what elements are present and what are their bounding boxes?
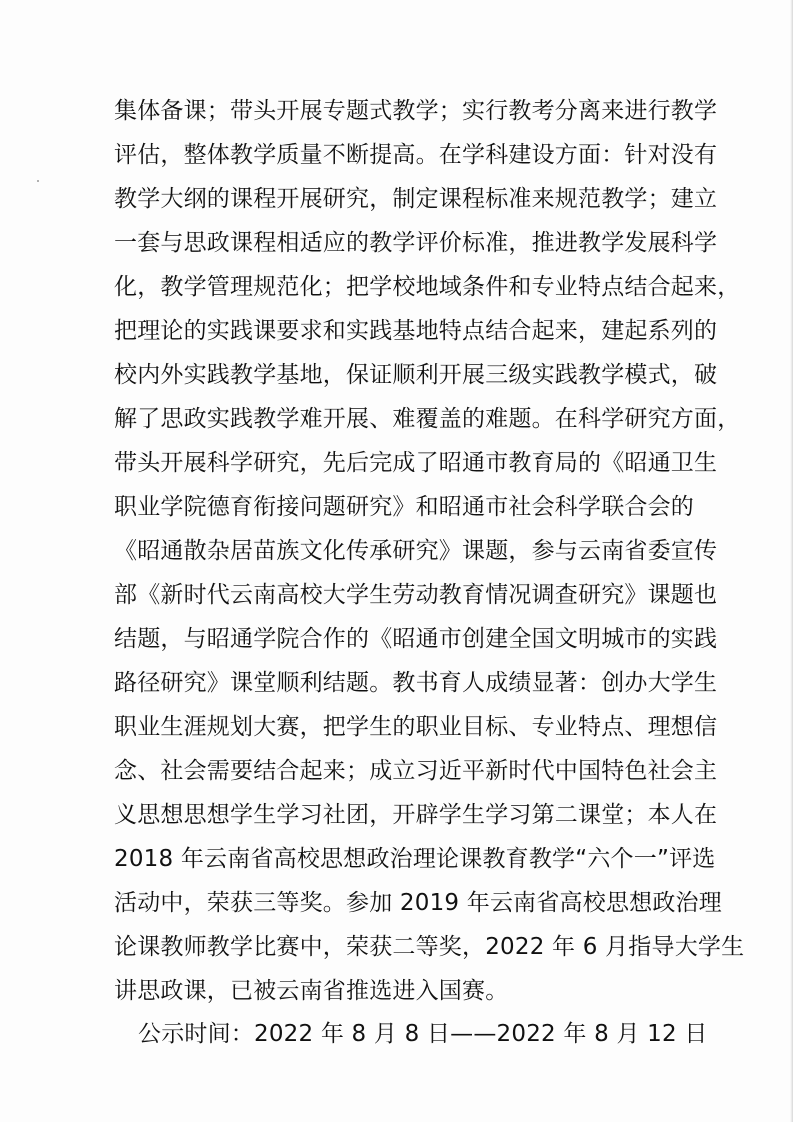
text-line: 评估，整体教学质量不断提高。在学科建设方面：针对没有: [114, 142, 718, 168]
text-line: 解了思政实践教学难开展、难覆盖的难题。在科学研究方面，: [114, 406, 741, 432]
scan-speck: [37, 180, 39, 182]
text-line: 一套与思政课程相适应的教学评价标准，推进教学发展科学: [114, 230, 718, 256]
text-line: 化，教学管理规范化；把学校地域条件和专业特点结合起来，: [114, 274, 741, 300]
text-line: 职业生涯规划大赛，把学生的职业目标、专业特点、理想信: [114, 714, 718, 740]
text-line: 念、社会需要结合起来；成立习近平新时代中国特色社会主: [114, 758, 718, 784]
publicity-period: 公示时间：2022 年 8 月 8 日——2022 年 8 月 12 日: [138, 1021, 708, 1047]
text-line: 义思想思想学生学习社团，开辟学生学习第二课堂；本人在: [114, 802, 718, 828]
text-line: 结题，与昭通学院合作的《昭通市创建全国文明城市的实践: [114, 626, 718, 652]
text-line: 把理论的实践课要求和实践基地特点结合起来，建起系列的: [114, 318, 718, 344]
text-line: 职业学院德育衔接问题研究》和昭通市社会科学联合会的: [114, 494, 694, 520]
text-line: 路径研究》课堂顺利结题。教书育人成绩显著：创办大学生: [114, 670, 718, 696]
text-line: 2018 年云南省高校思想政治理论课教育教学“六个一”评选: [114, 846, 716, 872]
text-line: 论课教师教学比赛中，荣获二等奖，2022 年 6 月指导大学生: [114, 934, 745, 960]
text-line: 《昭通散杂居苗族文化传承研究》课题，参与云南省委宣传: [114, 538, 718, 564]
text-line: 带头开展科学研究，先后完成了昭通市教育局的《昭通卫生: [114, 450, 718, 476]
text-line: 讲思政课，已被云南省推选进入国赛。: [114, 978, 509, 1004]
text-line: 部《新时代云南高校大学生劳动教育情况调查研究》课题也: [114, 582, 718, 608]
text-line: 集体备课；带头开展专题式教学；实行教考分离来进行教学: [114, 98, 718, 124]
text-line: 教学大纲的课程开展研究，制定课程标准来规范教学；建立: [114, 186, 718, 212]
text-line: 活动中，荣获三等奖。参加 2019 年云南省高校思想政治理: [114, 890, 722, 916]
text-line: 校内外实践教学基地，保证顺利开展三级实践教学模式，破: [114, 362, 718, 388]
